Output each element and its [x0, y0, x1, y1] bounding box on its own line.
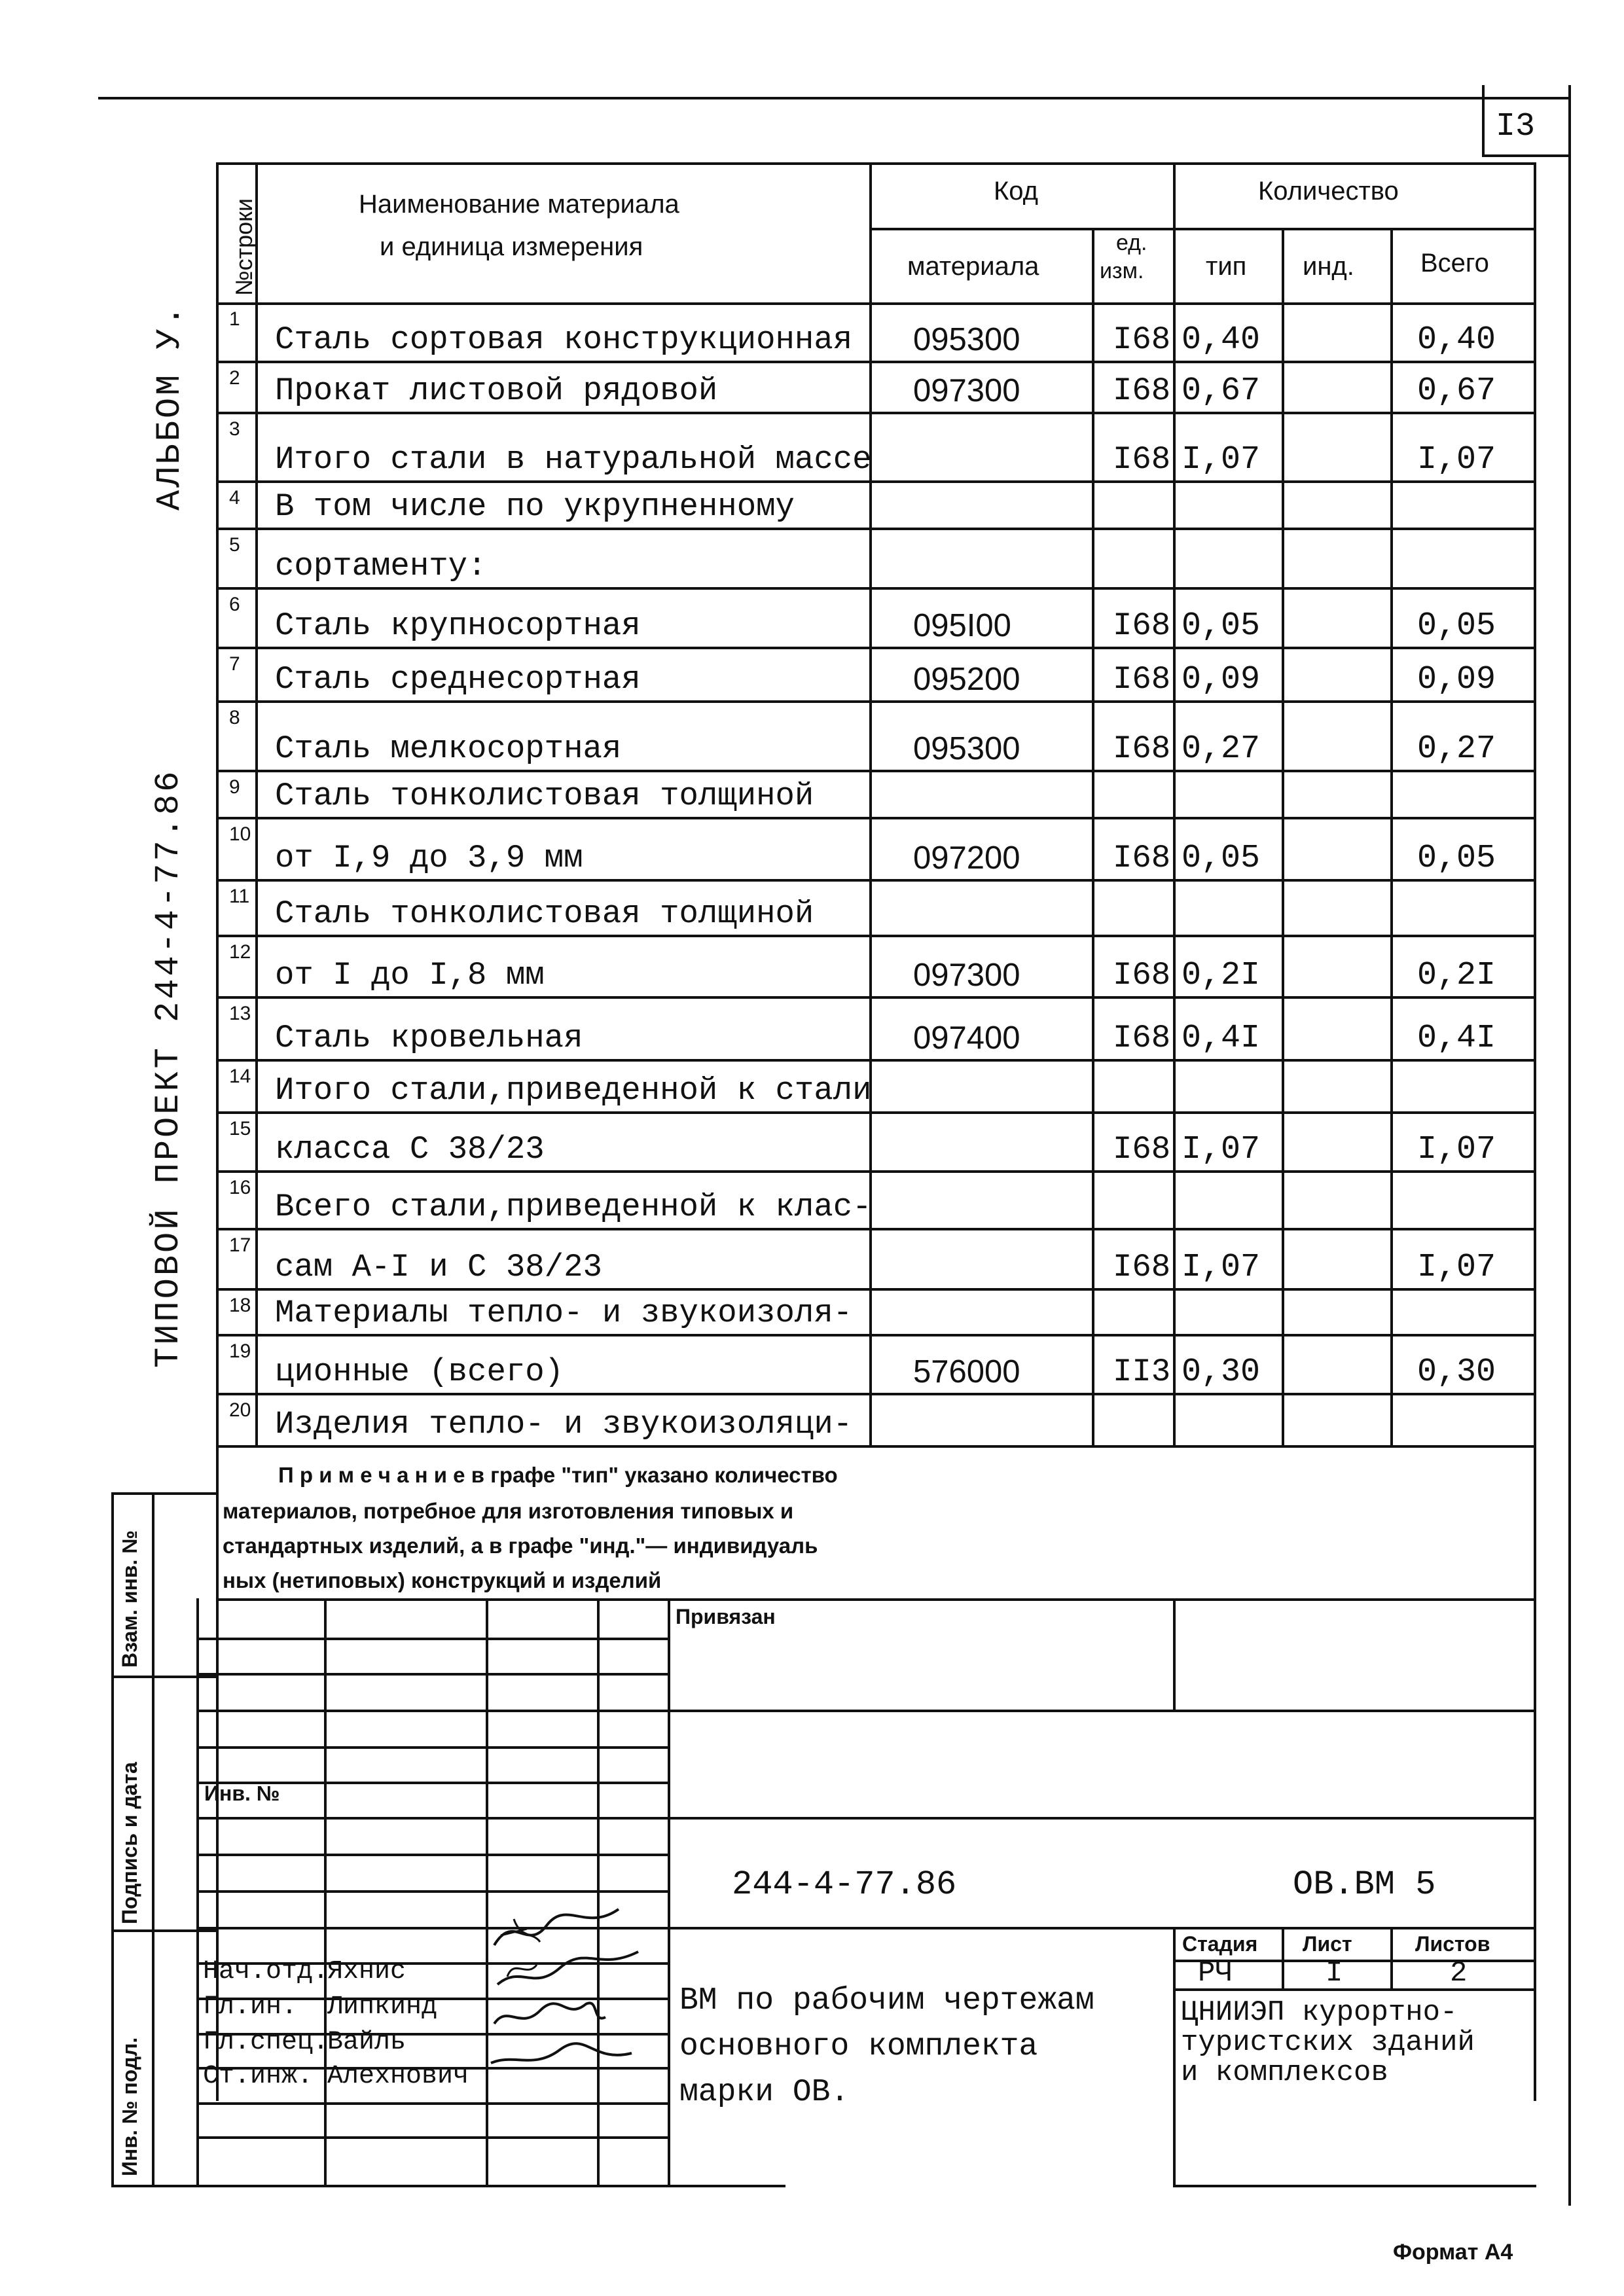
- quantity-type: 0,30: [1182, 1354, 1261, 1391]
- material-code-header: материала: [907, 252, 1039, 281]
- stamp-person-name: Яхнис: [327, 1957, 406, 1986]
- total-header: Всего: [1420, 249, 1489, 278]
- quantity-type: 0,05: [1182, 607, 1261, 645]
- stamp-role: Гл.ин.: [203, 1992, 298, 2022]
- row-number: 6: [229, 594, 240, 615]
- material-name: Сталь сортовая конструкционная: [275, 321, 853, 358]
- row-number: 11: [229, 886, 250, 907]
- row-number: 7: [229, 653, 240, 675]
- quantity-total: 0,67: [1417, 372, 1496, 410]
- row-number: 1: [229, 308, 240, 330]
- name-header-line1: Наименование материала: [359, 190, 679, 219]
- quantity-type: 0,2I: [1182, 957, 1261, 994]
- unit-code: I68: [1113, 441, 1171, 478]
- quantity-total: 0,40: [1417, 321, 1496, 359]
- quantity-total: I,07: [1417, 1249, 1496, 1286]
- stamp-person-name: Липкинд: [327, 1992, 438, 2022]
- quantity-total: 0,09: [1417, 661, 1496, 698]
- quantity-total: I,07: [1417, 1131, 1496, 1168]
- stage-value: РЧ: [1198, 1957, 1233, 1990]
- row-number: 2: [229, 367, 240, 389]
- material-name: Всего стали,приведенной к клас-: [275, 1189, 872, 1225]
- material-name: сортаменту:: [275, 548, 487, 584]
- material-name: сам А-I и С 38/23: [275, 1249, 602, 1285]
- stamp-role: Гл.спец.: [203, 2028, 329, 2057]
- row-number: 17: [229, 1234, 251, 1256]
- signatures: [488, 1906, 645, 2096]
- unit-code: I68: [1113, 730, 1171, 767]
- note-line1: П р и м е ч а н и е в графе "тип" указано количество: [278, 1463, 838, 1487]
- material-name: Итого стали в натуральной массе: [275, 441, 872, 478]
- material-name: Прокат листовой рядовой: [275, 372, 718, 409]
- row-number: 8: [229, 707, 240, 728]
- quantity-total: 0,2I: [1417, 957, 1496, 994]
- stamp-person-name: Вайль: [327, 2028, 406, 2057]
- material-name: Сталь мелкосортная: [275, 730, 622, 767]
- quantity-type: I,07: [1182, 1249, 1261, 1286]
- row-number: 5: [229, 534, 240, 556]
- title-line2: основного комплекта: [679, 2029, 1038, 2064]
- row-number: 20: [229, 1399, 251, 1421]
- note-line4: ных (нетиповых) конструкций и изделий: [223, 1568, 662, 1592]
- material-name: В том числе по укрупненному: [275, 488, 795, 525]
- quantity-total: 0,05: [1417, 840, 1496, 877]
- signature-date-label: Подпись и дата: [118, 1762, 141, 1924]
- material-name: Изделия тепло- и звукоизоляци-: [275, 1406, 853, 1443]
- unit-code: I68: [1113, 321, 1171, 358]
- quantity-type: 0,05: [1182, 840, 1261, 877]
- quantity-type: I,07: [1182, 1131, 1261, 1168]
- quantity-type: 0,40: [1182, 321, 1261, 359]
- material-code: 097300: [913, 373, 1020, 408]
- note-line3: стандартных изделий, а в графе "инд."— индивидуаль: [223, 1534, 818, 1558]
- org-line2: туристских зданий: [1181, 2026, 1475, 2059]
- row-number: 15: [229, 1118, 251, 1139]
- document-code: 244-4-77.86: [732, 1865, 957, 1904]
- quantity-type: 0,4I: [1182, 1020, 1261, 1057]
- sheet-label: Лист: [1303, 1932, 1352, 1956]
- org-line1: ЦНИИЭП курортно-: [1181, 1996, 1458, 2029]
- material-name: Сталь кровельная: [275, 1020, 583, 1056]
- row-number: 16: [229, 1177, 251, 1198]
- quantity-total: 0,27: [1417, 730, 1496, 768]
- row-number: 13: [229, 1003, 251, 1024]
- unit-code: I68: [1113, 957, 1171, 994]
- quantity-type: 0,27: [1182, 730, 1261, 768]
- row-number: 12: [229, 941, 251, 963]
- material-code: 095200: [913, 662, 1020, 697]
- project-label: ТИПОВОЙ ПРОЕКТ 244-4-77.86: [149, 768, 188, 1368]
- unit-code: I68: [1113, 1020, 1171, 1056]
- material-name: от I,9 до 3,9 мм: [275, 840, 583, 876]
- unit-code: I68: [1113, 840, 1171, 876]
- material-name: ционные (всего): [275, 1354, 564, 1390]
- privyazan-label: Привязан: [676, 1605, 776, 1628]
- name-header-line2: и единица измерения: [380, 232, 643, 261]
- row-number: 4: [229, 487, 240, 509]
- row-number: 19: [229, 1340, 251, 1362]
- row-number: 3: [229, 418, 240, 440]
- material-name: Сталь среднесортная: [275, 661, 641, 698]
- ind-header: инд.: [1303, 252, 1354, 281]
- material-name: Сталь крупносортная: [275, 607, 641, 644]
- sheets-label: Листов: [1415, 1932, 1490, 1956]
- sheet-code: ОВ.ВМ 5: [1293, 1865, 1436, 1904]
- material-name: от I до I,8 мм: [275, 957, 545, 994]
- quantity-total: 0,05: [1417, 607, 1496, 645]
- material-code: 097200: [913, 840, 1020, 876]
- unit-header-line1: ед.: [1116, 230, 1147, 255]
- unit-code: I68: [1113, 607, 1171, 644]
- material-name: класса С 38/23: [275, 1131, 545, 1168]
- unit-code: I68: [1113, 661, 1171, 698]
- quantity-header: Количество: [1258, 177, 1399, 206]
- material-code: 097400: [913, 1020, 1020, 1056]
- row-number: 9: [229, 776, 240, 798]
- material-name: Сталь тонколистовая толщиной: [275, 895, 814, 932]
- note-line2: материалов, потребное для изготовления типовых и: [223, 1499, 794, 1523]
- sheets-value: 2: [1450, 1957, 1468, 1990]
- material-name: Сталь тонколистовая толщиной: [275, 778, 814, 814]
- type-header: тип: [1206, 252, 1247, 281]
- material-code: 576000: [913, 1354, 1020, 1390]
- format-label: Формат А4: [1393, 2240, 1513, 2265]
- sheet-value: I: [1326, 1957, 1343, 1990]
- stamp-role: Нач.отд.: [203, 1957, 329, 1986]
- quantity-type: 0,09: [1182, 661, 1261, 698]
- stage-label: Стадия: [1182, 1932, 1258, 1956]
- material-code: 095I00: [913, 608, 1011, 643]
- material-code: 095300: [913, 322, 1020, 357]
- quantity-total: 0,30: [1417, 1354, 1496, 1391]
- unit-header-line2: изм.: [1100, 259, 1144, 283]
- quantity-type: I,07: [1182, 441, 1261, 478]
- material-name: Материалы тепло- и звукоизоля-: [275, 1295, 853, 1331]
- row-number: 18: [229, 1295, 251, 1316]
- page-number: I3: [1496, 108, 1536, 145]
- material-code: 097300: [913, 958, 1020, 993]
- title-line1: ВМ по рабочим чертежам: [679, 1983, 1094, 2018]
- album-label: АЛЬБОМ У.: [151, 303, 189, 511]
- vzam-label: Взам. инв. №: [118, 1530, 141, 1668]
- unit-code: I68: [1113, 372, 1171, 409]
- unit-code: II3: [1113, 1354, 1171, 1390]
- row-number-header: №строки: [230, 198, 257, 296]
- org-line3: и комплексов: [1181, 2056, 1388, 2089]
- material-name: Итого стали,приведенной к стали: [275, 1072, 872, 1109]
- stamp-person-name: Алехнович: [327, 2062, 469, 2091]
- code-header: Код: [994, 177, 1039, 206]
- unit-code: I68: [1113, 1249, 1171, 1285]
- quantity-total: 0,4I: [1417, 1020, 1496, 1057]
- unit-code: I68: [1113, 1131, 1171, 1168]
- inv-original-label: Инв. № подл.: [118, 2037, 141, 2176]
- stamp-role: Ст.инж.: [203, 2062, 314, 2091]
- inv-number-label: Инв. №: [204, 1782, 280, 1805]
- row-number: 10: [229, 823, 251, 845]
- material-code: 095300: [913, 731, 1020, 766]
- quantity-total: I,07: [1417, 441, 1496, 478]
- title-line3: марки ОВ.: [679, 2075, 850, 2110]
- row-number: 14: [229, 1066, 251, 1087]
- quantity-type: 0,67: [1182, 372, 1261, 410]
